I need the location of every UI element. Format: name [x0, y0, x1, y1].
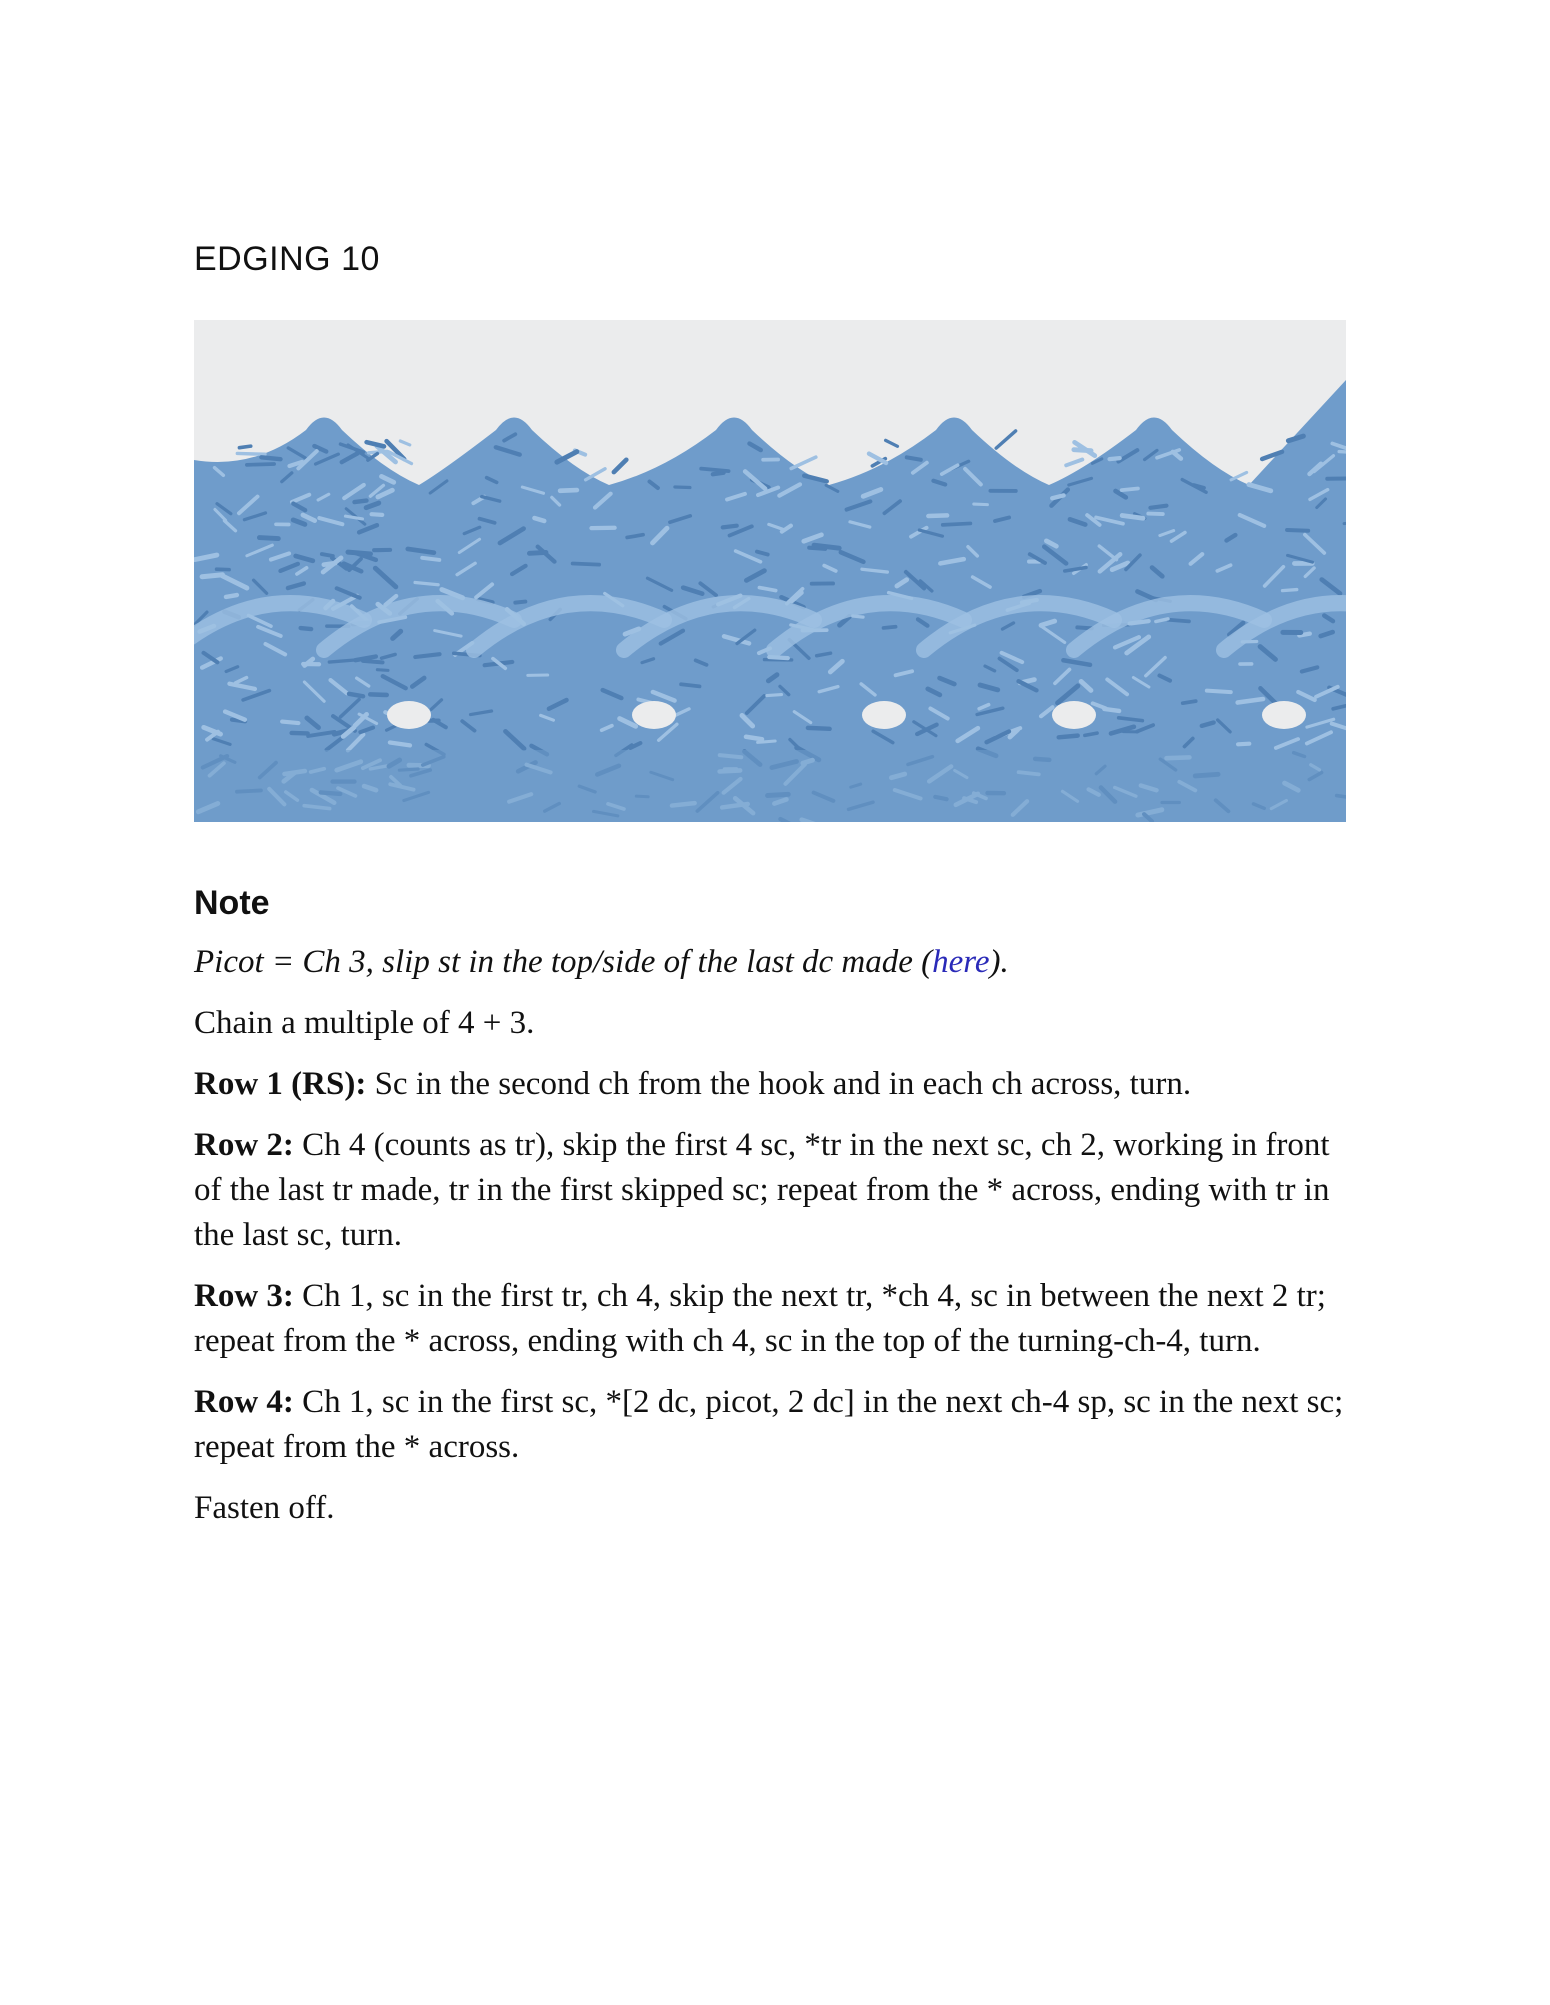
openwork-hole [862, 701, 906, 729]
yarn-strand [415, 582, 438, 584]
yarn-strand [814, 545, 839, 548]
pattern-instructions [194, 940, 1354, 1547]
yarn-strand [817, 653, 831, 656]
yarn-strand [322, 554, 333, 556]
row-2-label: Row 2: [194, 1127, 294, 1163]
yarn-strand [226, 595, 237, 597]
yarn-strand [573, 563, 599, 564]
yarn-strand [560, 490, 577, 491]
yarn-strand [261, 457, 280, 459]
page-title: EDGING 10 [194, 240, 380, 278]
yarn-strand [1122, 488, 1138, 490]
yarn-strand [415, 654, 439, 657]
yarn-strand [301, 628, 311, 629]
yarn-strand [1059, 736, 1078, 738]
yarn-strand [701, 469, 728, 471]
edging-photo [194, 320, 1346, 822]
yarn-strand [1183, 701, 1196, 703]
yarn-strand [237, 453, 265, 454]
row-2 [194, 1123, 1354, 1258]
yarn-strand [1207, 691, 1231, 693]
yarn-strand [239, 446, 250, 448]
openwork-hole [1262, 701, 1306, 729]
yarn-strand [282, 722, 298, 723]
row-3 [194, 1274, 1354, 1364]
yarn-strand [808, 728, 830, 729]
yarn-strand [928, 515, 947, 516]
yarn-strand [1110, 458, 1120, 459]
yarn-strand [1148, 514, 1162, 515]
openwork-hole [632, 701, 676, 729]
yarn-strand [1077, 627, 1091, 628]
row-1 [194, 1062, 1354, 1107]
yarn-strand [422, 558, 439, 560]
yarn-strand [370, 694, 386, 695]
yarn-strand [247, 464, 274, 465]
row-4-label: Row 4: [194, 1384, 294, 1420]
row-1-label: Row 1 (RS): [194, 1066, 367, 1102]
row-3-text: Ch 1, sc in the first tr, ch 4, skip the next tr, *ch 4, sc in between the next 2 tr; repeat from the * across, ending with ch 4, sc in the top of the turning-ch-4, turn. [194, 1278, 1326, 1359]
row-4-text: Ch 1, sc in the first sc, *[2 dc, picot, 2 dc] in the next ch-4 sp, sc in the next sc; repeat from the * across. [194, 1384, 1344, 1465]
yarn-strand [943, 523, 971, 524]
yarn-strand [746, 737, 762, 739]
yarn-strand [767, 695, 782, 696]
yarn-strand [907, 457, 921, 459]
yarn-strand [372, 514, 383, 515]
yarn-strand [363, 661, 383, 663]
single-crochet-band [194, 750, 1346, 822]
row-2-text: Ch 4 (counts as tr), skip the first 4 sc, *tr in the next sc, ch 2, working in front of the last tr made, tr in the first skipped sc; repeat from the * across, ending with tr in the last sc, turn. [194, 1127, 1330, 1253]
note-heading: Note [194, 884, 270, 922]
yarn-strand [515, 602, 525, 603]
crochet-edging-image [194, 320, 1346, 822]
yarn-strand [1168, 620, 1189, 622]
yarn-strand [1122, 515, 1143, 518]
yarn-strand [723, 526, 737, 528]
yarn-strand [534, 518, 544, 521]
yarn-strand [349, 694, 363, 697]
yarn-strand [1339, 452, 1346, 453]
row-3-label: Row 3: [194, 1278, 294, 1314]
row-4 [194, 1380, 1354, 1470]
picot-definition [194, 940, 1354, 985]
yarn-strand [1282, 590, 1296, 591]
yarn-strand [681, 684, 699, 686]
yarn-strand [355, 501, 367, 503]
yarn-strand [329, 660, 356, 662]
yarn-strand [675, 487, 690, 488]
picot-text: Picot = Ch 3, slip st in the top/side of the last dc made ( [194, 944, 933, 980]
yarn-strand [1287, 530, 1308, 531]
yarn-strand [1150, 506, 1166, 508]
row-1-text: Sc in the second ch from the hook and in each ch across, turn. [366, 1066, 1192, 1102]
fasten-off: Fasten off. [194, 1490, 335, 1526]
yarn-strand [853, 616, 863, 617]
yarn-strand [259, 538, 278, 539]
chain-instruction: Chain a multiple of 4 + 3. [194, 1005, 535, 1041]
picot-suffix: ). [989, 944, 1009, 980]
yarn-strand [1085, 733, 1097, 735]
openwork-hole [1052, 701, 1096, 729]
picot-here-link[interactable]: here [932, 944, 990, 980]
yarn-strand [974, 504, 988, 505]
yarn-strand [713, 473, 724, 475]
yarn-strand [884, 627, 896, 628]
openwork-hole [387, 701, 431, 729]
yarn-strand [1052, 495, 1063, 498]
yarn-strand [202, 575, 222, 577]
yarn-strand [1238, 744, 1249, 745]
yarn-strand [390, 742, 410, 745]
yarn-strand [377, 670, 388, 671]
yarn-strand [348, 552, 371, 554]
